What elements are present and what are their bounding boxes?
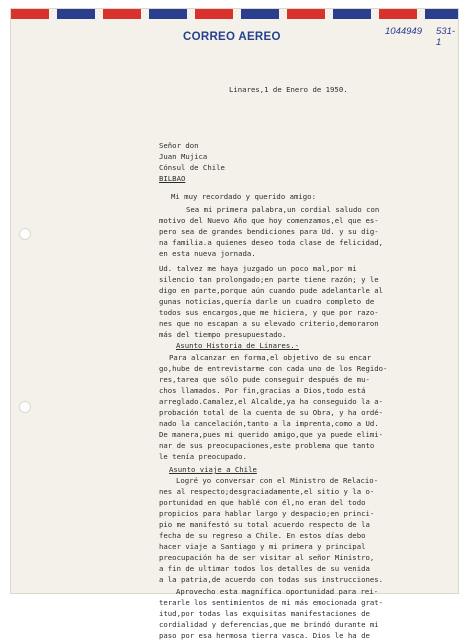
punch-hole bbox=[19, 401, 31, 413]
body-line: silencio tan prolongado;en parte tiene razón; y le bbox=[159, 275, 379, 284]
body-line: a la patria,de acuerdo con todas sus instrucciones. bbox=[159, 575, 384, 584]
airmail-stripe-border bbox=[11, 9, 458, 19]
body-line: arreglado.Camalez,el Alcalde,ya ha conseguido la a- bbox=[159, 397, 384, 406]
body-line: paso por esa hermosa tierra vasca. Dios le ha de bbox=[159, 631, 370, 640]
body-line: Aprovecho esta magnífica oportunidad para rei- bbox=[176, 587, 379, 596]
body-line: motivo del Nuevo Año que hoy comenzamos,el que es- bbox=[159, 216, 379, 225]
body-line: digo en parte,porque aún cuando pude adelantarle al bbox=[159, 286, 384, 295]
letterhead-title: CORREO AEREO bbox=[183, 31, 281, 43]
body-line: nar de sus preocupaciones,este problema que tanto bbox=[159, 441, 375, 450]
body-line: pero sea de grandes bendiciones para Ud. y su dig- bbox=[159, 227, 379, 236]
punch-hole bbox=[19, 228, 31, 240]
body-line: Ud. talvez me haya juzgado un poco mal,por mi bbox=[159, 264, 357, 273]
body-line: todos sus encargos,que me hiciera, y que por razo- bbox=[159, 308, 379, 317]
body-line: itud,por todas las exquisitas manifestaciones de bbox=[159, 609, 370, 618]
body-line: gunas noticias,quería darle un cuadro completo de bbox=[159, 297, 375, 306]
body-line: Para alcanzar en forma,el objetivo de su encar bbox=[169, 353, 372, 362]
body-line: pio me manifestó su total acuerdo respecto de la bbox=[159, 520, 370, 529]
body-line: chos llamados. Por fin,gracias a Dios,todo está bbox=[159, 386, 366, 395]
section-heading: Asunto viaje a Chile bbox=[169, 465, 257, 474]
body-line: Logré yo conversar con el Ministro de Relacio- bbox=[176, 476, 379, 485]
body-line: nes al respecto;desgraciadamente,el sitio y la o- bbox=[159, 487, 375, 496]
date-line: Linares,1 de Enero de 1950. bbox=[229, 85, 348, 94]
body-line: en esta nueva jornada. bbox=[159, 249, 256, 258]
salutation: Mi muy recordado y querido amigo: bbox=[171, 192, 316, 201]
handwritten-page-code: 531-1 bbox=[436, 26, 456, 48]
body-line: nado la cancelación,tanto a la imprenta,como a Ud. bbox=[159, 419, 379, 428]
body-line: res,tarea que sólo pude conseguir después de mu- bbox=[159, 375, 370, 384]
address-city: BILBAO bbox=[159, 174, 186, 183]
body-line: portunidad en que hablé con él,no eran del todo bbox=[159, 498, 366, 507]
body-line: na familia.a quienes deseo toda clase de felicidad, bbox=[159, 238, 384, 247]
body-line: propicios para hablar largo y despacio;en princi- bbox=[159, 509, 375, 518]
body-line: terarle los sentimientos de mi más emocionada grat- bbox=[159, 598, 384, 607]
section-heading: Asunto Historia de Linares.- bbox=[176, 341, 300, 350]
body-line: De manera,pues mi querido amigo,que ya puede elimi- bbox=[159, 430, 384, 439]
body-line: nes que no escapan a su elevado criterio,demoraron bbox=[159, 319, 379, 328]
letter-page bbox=[11, 9, 458, 596]
address-line: Cónsul de Chile bbox=[159, 163, 225, 172]
address-line: Señor don bbox=[159, 141, 199, 150]
handwritten-reference-number: 1044949 bbox=[385, 26, 422, 37]
body-line: fecha de su regreso a Chile. En estos días debo bbox=[159, 531, 366, 540]
body-line: le tenía preocupado. bbox=[159, 452, 247, 461]
body-line: Sea mi primera palabra,un cordial saludo con bbox=[186, 205, 380, 214]
body-line: a fin de ultimar todos los detalles de su venida bbox=[159, 564, 370, 573]
address-line: Juan Mujica bbox=[159, 152, 208, 161]
body-line: más del tiempo presupuestado. bbox=[159, 330, 287, 339]
body-line: probación total de la cuenta de su Obra, y ha ordé- bbox=[159, 408, 384, 417]
body-line: hacer viaje a Santiago y mi primera y principal bbox=[159, 542, 366, 551]
body-line: go,hube de entrevistarme con cada uno de los Regido- bbox=[159, 364, 388, 373]
body-line: cordialidad y deferencias,que me brindó durante mi bbox=[159, 620, 379, 629]
body-line: preocupación ha de ser visitar al señor Ministro, bbox=[159, 553, 375, 562]
